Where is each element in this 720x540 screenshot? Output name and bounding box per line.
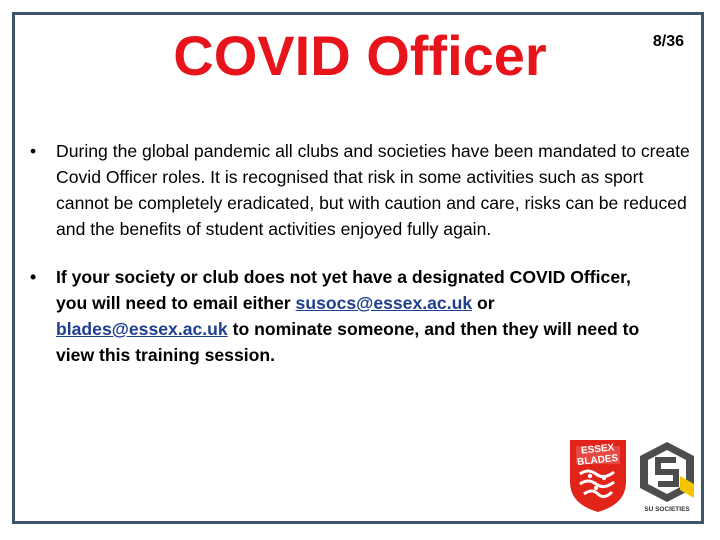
svg-text:ESSEX: ESSEX xyxy=(580,442,615,457)
email-link-susocs[interactable]: susocs@essex.ac.uk xyxy=(295,293,473,313)
bullet-dot: • xyxy=(30,141,37,161)
bullet-text-part1: If your society or club does not yet have a designated COVID Officer, you will need to email either xyxy=(56,267,631,313)
bullet-list xyxy=(30,138,700,368)
bullet-item-email xyxy=(30,264,656,368)
bullet-text-part2: or xyxy=(472,293,495,313)
bullet-text: During the global pandemic all clubs and societies have been mandated to create Covid Officer roles. It is recognised that risk in some activities such as sport cannot be completely eradicated, but with caution and care, risks can be reduced and the benefits of student activities enjoyed fully again. xyxy=(56,141,690,239)
bullet-dot: • xyxy=(30,267,37,287)
essex-blades-logo xyxy=(566,438,630,514)
page-number: 8/36 xyxy=(652,33,684,50)
su-societies-logo xyxy=(636,440,698,514)
svg-text:SU SOCIETIES: SU SOCIETIES xyxy=(644,506,690,513)
bullet-text-part3: to nominate someone, and then they will need to view this training session. xyxy=(56,319,640,365)
email-link-blades[interactable]: blades@essex.ac.uk xyxy=(56,319,228,339)
slide-title: COVID Officer xyxy=(173,24,547,87)
svg-text:BLADES: BLADES xyxy=(576,452,619,469)
bullet-item-mandate xyxy=(30,138,700,242)
